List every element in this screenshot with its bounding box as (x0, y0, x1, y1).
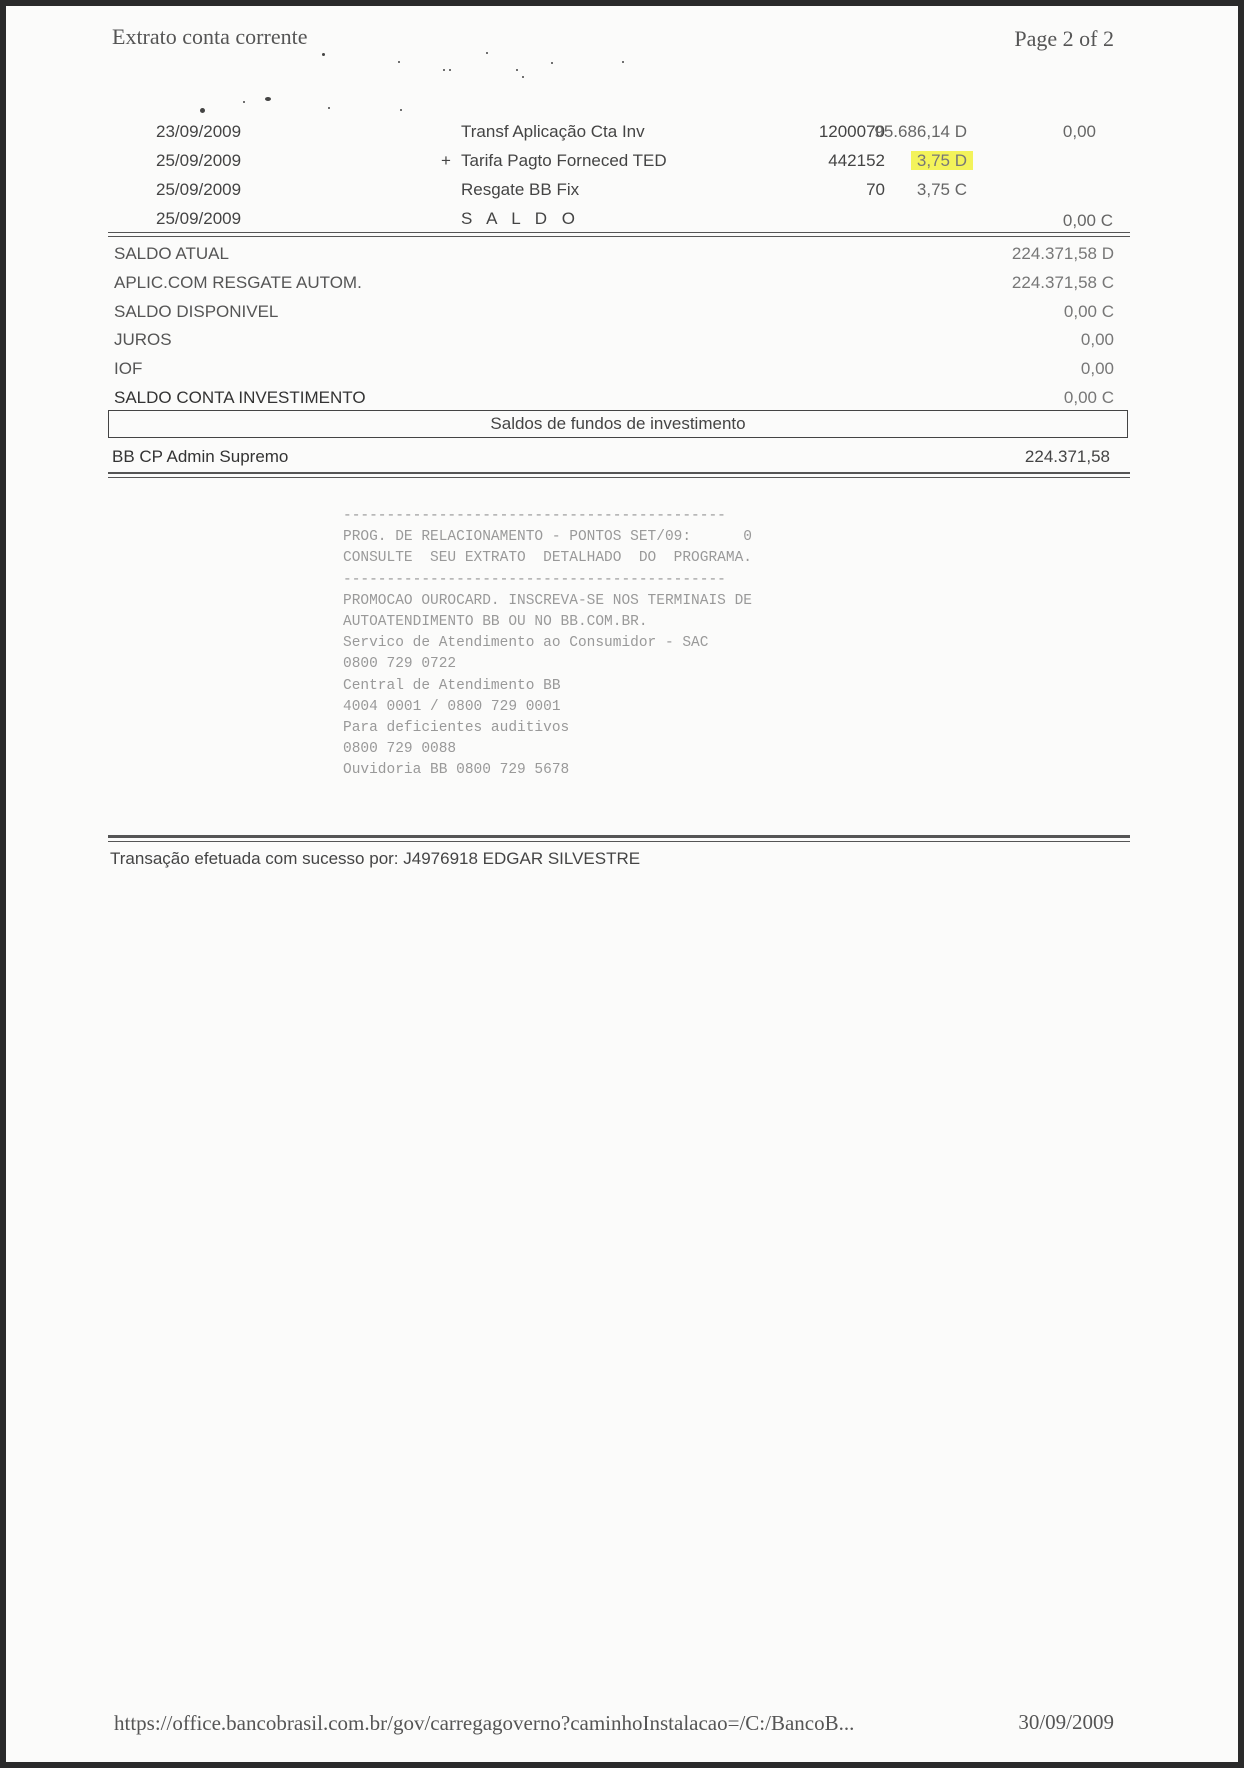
summary-label: SALDO ATUAL (114, 244, 229, 263)
fund-amount: 224.371,58 (1024, 447, 1110, 466)
summary-amount: 224.371,58 D (1011, 244, 1114, 263)
transaction-value: 95.686,14 D (874, 122, 967, 141)
transaction-document: 70 (866, 180, 885, 199)
message-line: PROG. DE RELACIONAMENTO - PONTOS SET/09: 0 (343, 529, 752, 546)
transaction-description: Transf Aplicação Cta Inv (461, 122, 645, 141)
summary-label: JUROS (114, 330, 172, 349)
transaction-success-note: Transação efetuada com sucesso por: J4976918 EDGAR SILVESTRE (110, 849, 641, 868)
message-line: 0800 729 0722 (343, 656, 457, 673)
footer-date: 30/09/2009 (1018, 1710, 1114, 1734)
summary-row (6, 302, 1238, 326)
funds-heading-box (108, 410, 1128, 438)
transaction-document: 1200070 (818, 122, 885, 141)
message-line: CONSULTE SEU EXTRATO DETALHADO DO PROGRAMA. (343, 550, 752, 567)
summary-label: APLIC.COM RESGATE AUTOM. (114, 273, 362, 292)
footer-url: https://office.bancobrasil.com.br/gov/carregagoverno?caminhoInstalacao=/C:/BancoB... (114, 1711, 855, 1735)
summary-amount: 224.371,58 C (1011, 273, 1114, 292)
transaction-description: Tarifa Pagto Forneced TED (461, 151, 667, 170)
message-line: Ouvidoria BB 0800 729 5678 (343, 762, 570, 779)
message-line: AUTOATENDIMENTO BB OU NO BB.COM.BR. (343, 614, 648, 631)
fund-name: BB CP Admin Supremo (112, 447, 289, 466)
summary-label: IOF (114, 359, 143, 378)
transaction-row (6, 151, 1238, 175)
summary-row (6, 273, 1238, 297)
transaction-value-highlighted: 3,75 D (911, 151, 973, 170)
divider (108, 841, 1130, 842)
transaction-date: 25/09/2009 (156, 151, 242, 170)
divider (108, 472, 1130, 474)
dash-separator: -------------------------------------------- (343, 571, 726, 588)
transaction-description: S A L D O (461, 209, 581, 228)
divider (108, 236, 1130, 237)
summary-label: SALDO CONTA INVESTIMENTO (114, 388, 366, 407)
transaction-date: 23/09/2009 (156, 122, 242, 141)
document-page (6, 6, 1238, 1762)
transaction-row (6, 122, 1238, 146)
summary-amount: 0,00 C (1063, 302, 1114, 321)
summary-row (6, 244, 1238, 268)
message-line: Para deficientes auditivos (343, 720, 570, 737)
summary-amount: 0,00 (1080, 359, 1114, 378)
transaction-marker: + (441, 151, 451, 170)
message-line: 4004 0001 / 0800 729 0001 (343, 698, 561, 715)
document-title: Extrato conta corrente (112, 24, 308, 49)
transaction-row (6, 180, 1238, 204)
summary-row (6, 388, 1238, 412)
summary-label: SALDO DISPONIVEL (114, 302, 279, 321)
page-number: Page 2 of 2 (1014, 26, 1114, 51)
transaction-description: Resgate BB Fix (461, 180, 580, 199)
messages-block (343, 506, 752, 782)
summary-row (6, 359, 1238, 383)
summary-amount: 0,00 C (1063, 388, 1114, 407)
summary-amount: 0,00 (1080, 330, 1114, 349)
dash-separator: -------------------------------------------- (343, 508, 726, 524)
transaction-date: 25/09/2009 (156, 209, 242, 228)
message-line: Servico de Atendimento ao Consumidor - SAC (343, 635, 709, 652)
message-line: PROMOCAO OUROCARD. INSCREVA-SE NOS TERMINAIS DE (343, 592, 752, 609)
transaction-document: 442152 (828, 151, 885, 170)
message-line: Central de Atendimento BB (343, 677, 561, 694)
summary-row (6, 330, 1238, 354)
transaction-balance: 0,00 (1062, 122, 1096, 141)
divider (108, 232, 1130, 233)
message-line: 0800 729 0088 (343, 741, 457, 758)
divider (108, 835, 1130, 838)
funds-heading: Saldos de fundos de investimento (490, 414, 746, 433)
divider (108, 477, 1130, 478)
transaction-date: 25/09/2009 (156, 180, 242, 199)
transaction-row (6, 209, 1238, 233)
transaction-value: 3,75 C (916, 180, 967, 199)
transaction-balance: 0,00 C (1062, 211, 1113, 230)
